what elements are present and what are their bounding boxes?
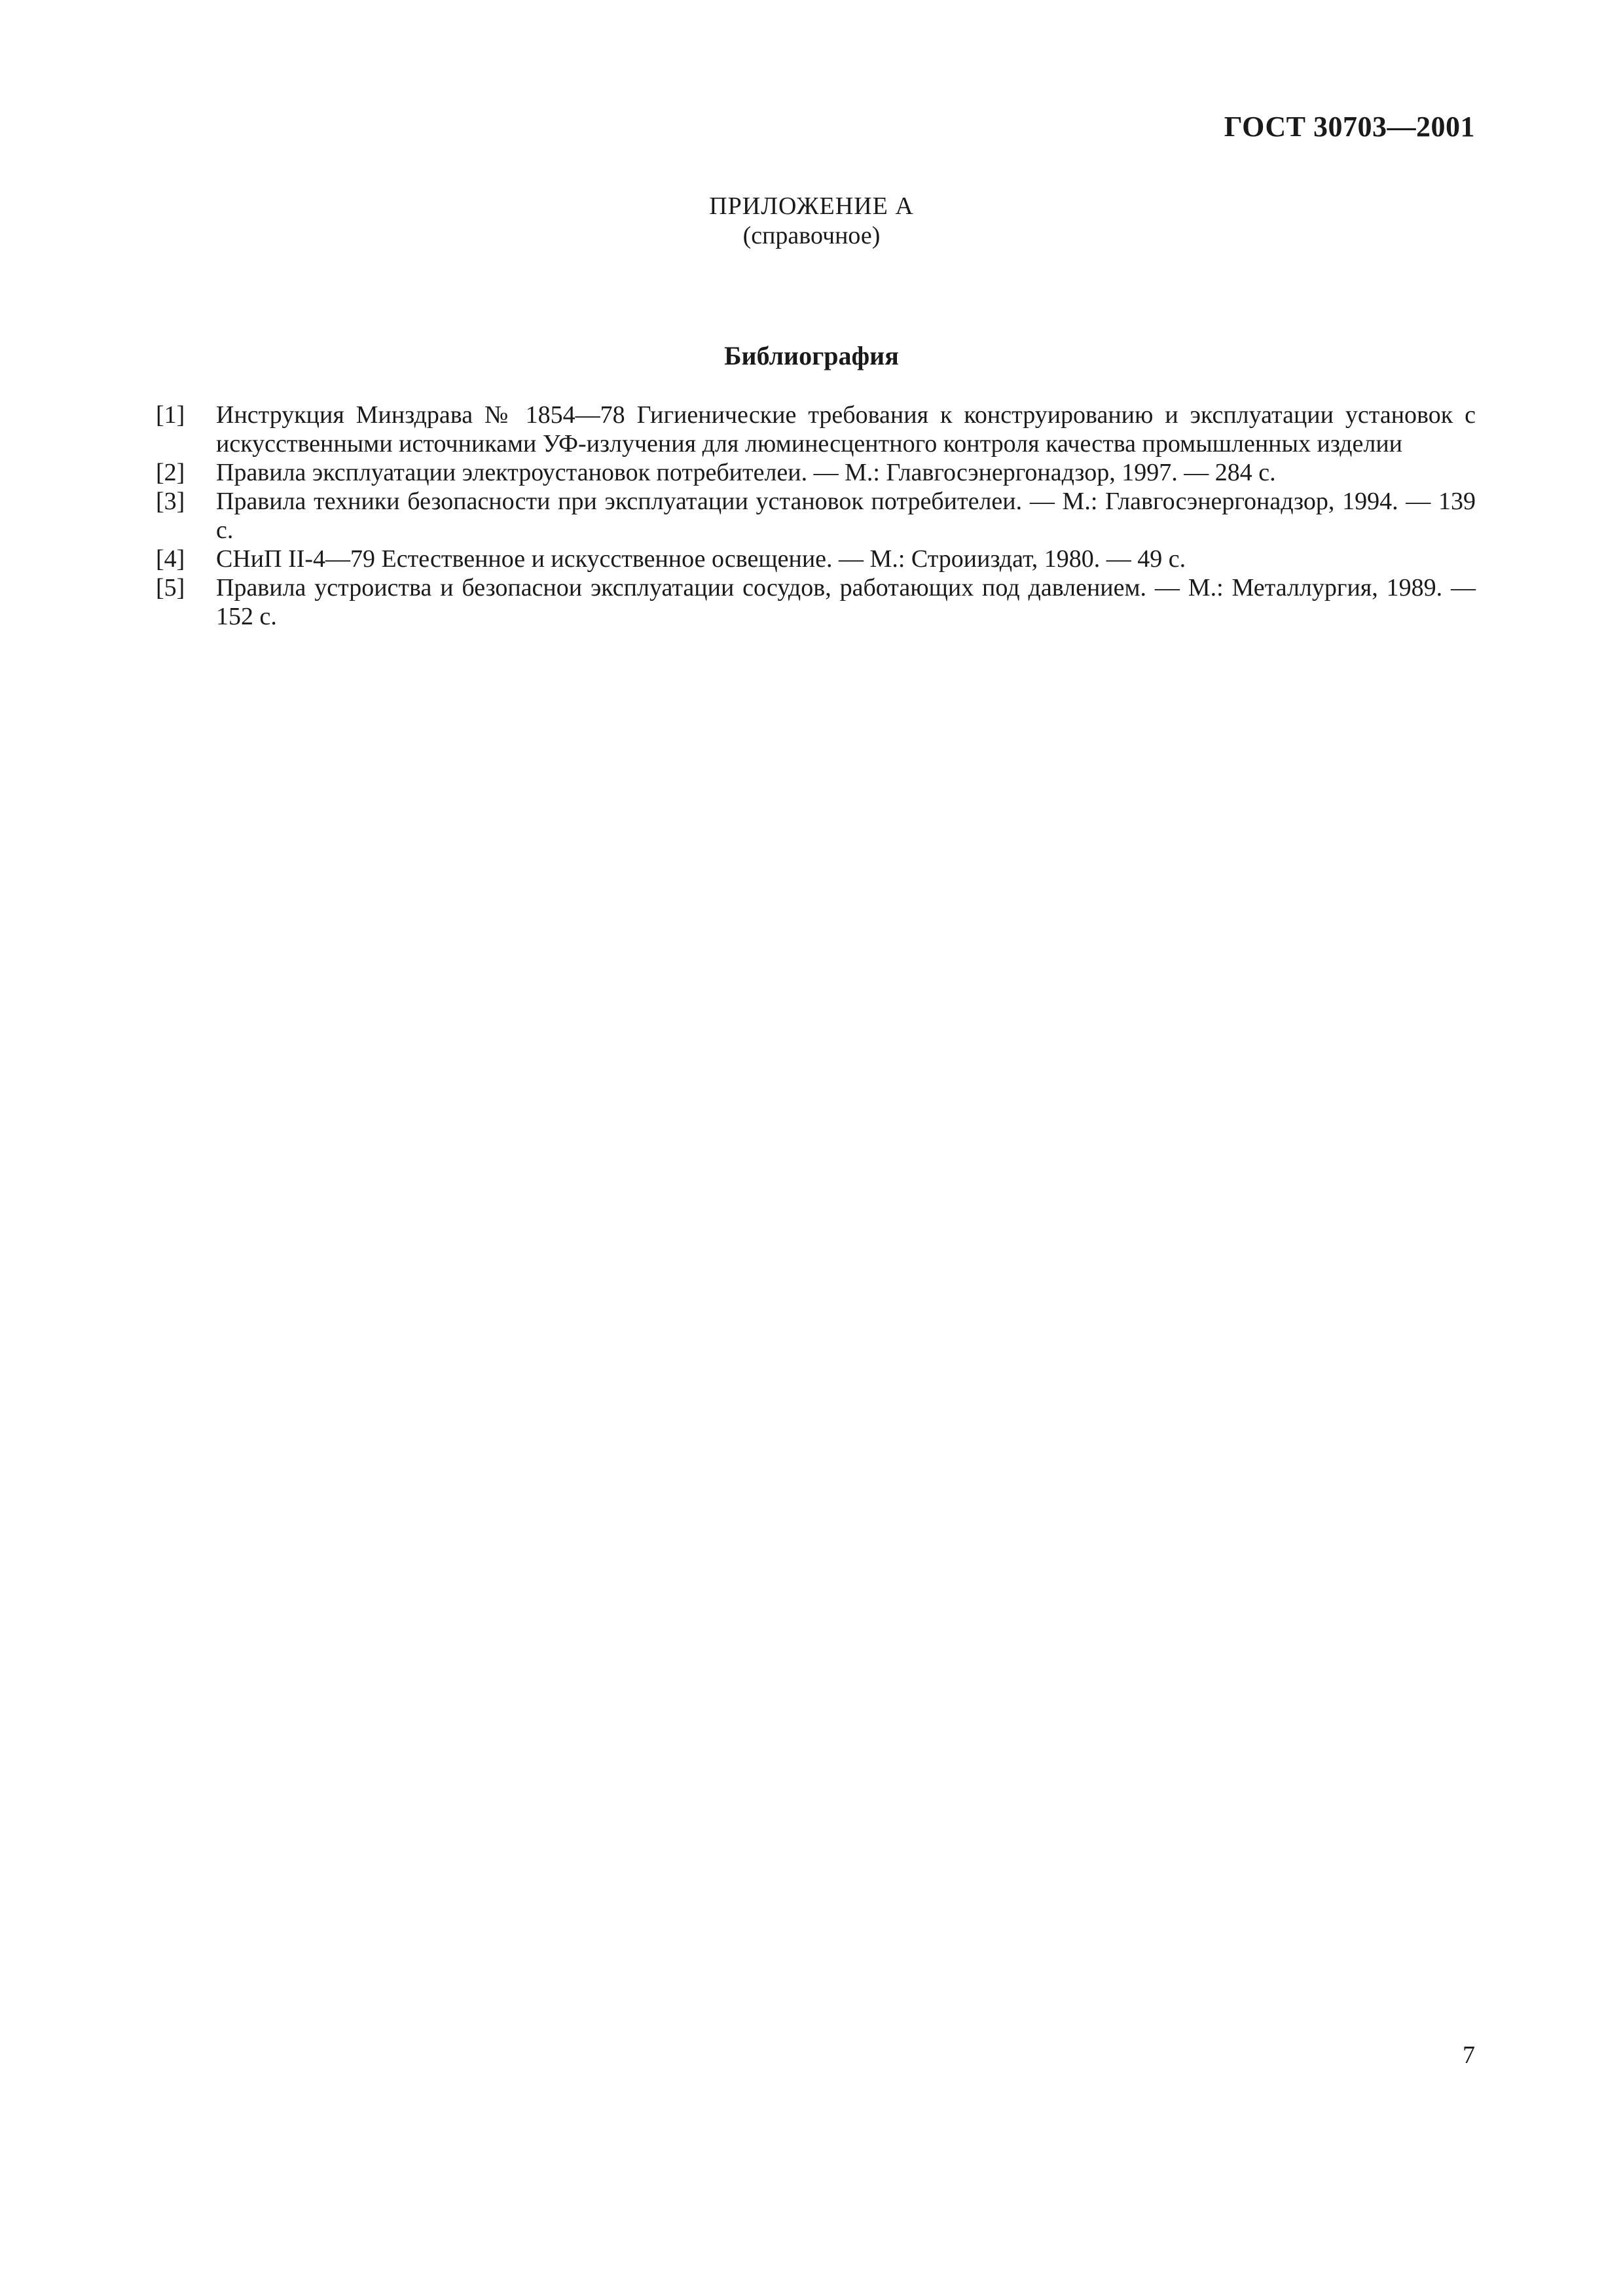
bibliography-item-number: [2]	[156, 459, 185, 486]
bibliography-item-text: Инструкция Минздрава № 1854—78 Гигиенические требования к конструированию и эксплуатации установок с искусственными источниками УФ-излучения для люминесцентного контроля качества промышленных изделии	[216, 401, 1476, 457]
bibliography-item-text: СНиП II-4—79 Естественное и искусственное освещение. — М.: Строииздат, 1980. — 49 с.	[216, 545, 1186, 573]
bibliography-heading: Библиография	[724, 341, 899, 370]
bibliography-item-number: [3]	[156, 488, 185, 515]
bibliography-item	[156, 458, 1476, 487]
page-number: 7	[1463, 2041, 1475, 2069]
bibliography-item	[156, 401, 1476, 458]
bibliography-item-text: Правила эксплуатации электроустановок потребителеи. — М.: Главгосэнергонадзор, 1997. — 284 с.	[216, 459, 1276, 486]
bibliography-list	[156, 401, 1476, 631]
bibliography-item-number: [1]	[156, 401, 185, 429]
appendix-header	[0, 191, 1623, 250]
bibliography-item-number: [5]	[156, 574, 185, 601]
bibliography-item	[156, 545, 1476, 573]
bibliography-item	[156, 487, 1476, 545]
bibliography-item	[156, 573, 1476, 631]
appendix-title: ПРИЛОЖЕНИЕ А	[709, 192, 914, 220]
bibliography-item-number: [4]	[156, 545, 185, 573]
bibliography-item-text: Правила устроиства и безопаснои эксплуатации сосудов, работающих под давлением. — М.: Металлургия, 1989. — 152 с.	[216, 574, 1476, 630]
appendix-kind: (справочное)	[742, 222, 881, 249]
document-code: ГОСТ 30703—2001	[1224, 111, 1475, 143]
bibliography-item-text: Правила техники безопасности при эксплуатации установок потребителеи. — М.: Главгосэнергонадзор, 1994. — 139 с.	[216, 488, 1476, 544]
